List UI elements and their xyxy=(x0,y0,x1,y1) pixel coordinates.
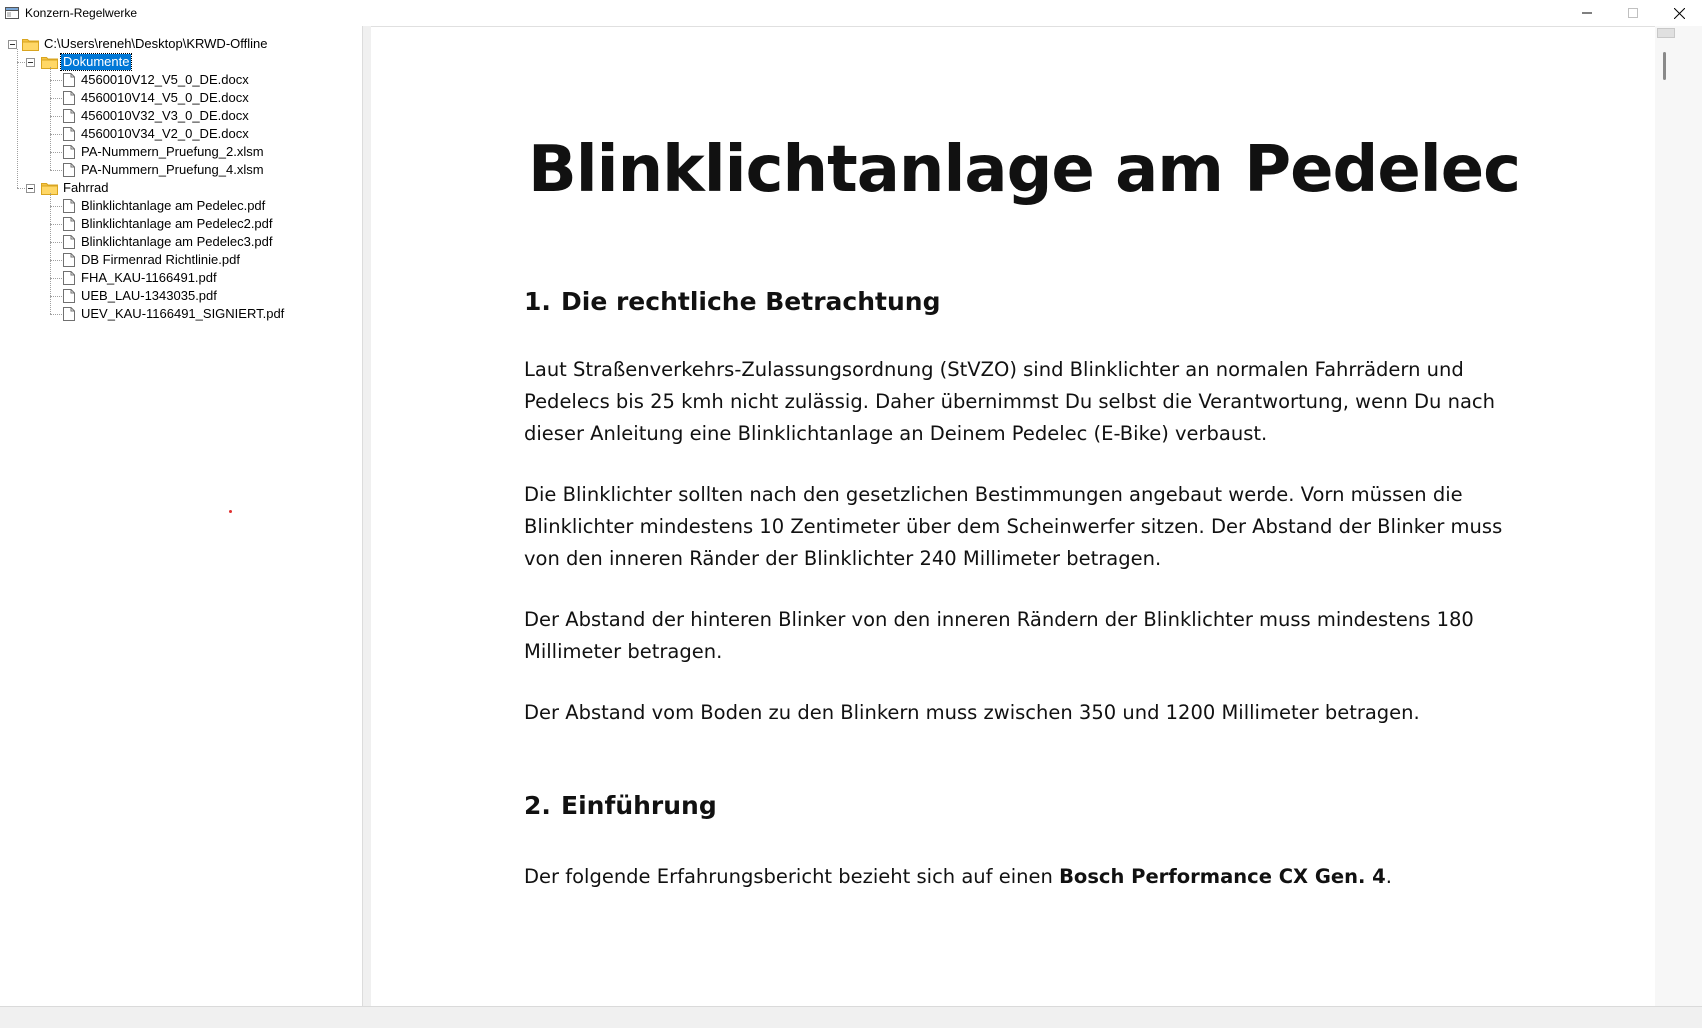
tree-file[interactable] xyxy=(0,287,360,305)
tree-file[interactable] xyxy=(0,197,360,215)
document-title: Blinklichtanlage am Pedelec xyxy=(527,133,1521,207)
tree-file[interactable] xyxy=(0,251,360,269)
tree-folder-dokumente[interactable] xyxy=(0,53,360,71)
tree-file-label: UEV_KAU-1166491_SIGNIERT.pdf xyxy=(81,306,285,321)
file-icon xyxy=(63,253,75,267)
file-icon xyxy=(63,163,75,177)
tree-file-label: 4560010V12_V5_0_DE.docx xyxy=(81,72,249,87)
tree-folder-label: Fahrrad xyxy=(63,180,109,195)
section-heading-text: Einführung xyxy=(561,791,717,820)
document-viewer[interactable] xyxy=(371,26,1655,1007)
app-window-icon xyxy=(5,7,19,19)
intro-bold-text: Bosch Performance CX Gen. 4 xyxy=(1059,865,1386,888)
close-button[interactable] xyxy=(1656,0,1702,26)
tree-file-label: PA-Nummern_Pruefung_2.xlsm xyxy=(81,144,264,159)
file-icon xyxy=(63,217,75,231)
tree-file-label: DB Firmenrad Richtlinie.pdf xyxy=(81,252,240,267)
file-icon xyxy=(63,307,75,321)
minimize-icon xyxy=(1582,8,1592,18)
tree-file-label: 4560010V34_V2_0_DE.docx xyxy=(81,126,249,141)
tree-file[interactable] xyxy=(0,125,360,143)
panel-splitter[interactable] xyxy=(363,26,371,1006)
tree-file[interactable] xyxy=(0,107,360,125)
paragraph: Laut Straßenverkehrs-Zulassungsordnung (StVZO) sind Blinklichter an normalen Fahrrädern und Pedelecs bis 25 kmh nicht zulässig. Daher übernimmst Du selbst die Verantwortung, wenn Du nach dieser Anleitung eine Blinklichtanlage an Deinem Pedelec (E-Bike) verbaust. xyxy=(524,358,1496,445)
collapse-toggle[interactable] xyxy=(26,184,35,193)
file-icon xyxy=(63,127,75,141)
tree-root[interactable] xyxy=(0,35,360,53)
tree-file-label: Blinklichtanlage am Pedelec.pdf xyxy=(81,198,266,213)
tree-root-label: C:\Users\reneh\Desktop\KRWD-Offline xyxy=(44,36,268,51)
file-icon xyxy=(63,235,75,249)
tree-file[interactable] xyxy=(0,215,360,233)
tree-file[interactable] xyxy=(0,71,360,89)
tree-folder-label: Dokumente xyxy=(63,54,130,69)
scrollbar-thumb[interactable] xyxy=(1663,52,1666,80)
file-icon xyxy=(63,91,75,105)
bottom-bar xyxy=(0,1006,1702,1028)
section-heading-2 xyxy=(524,791,717,820)
cursor-dot xyxy=(229,510,232,513)
close-icon xyxy=(1674,8,1685,19)
tree-file[interactable] xyxy=(0,161,360,179)
tree-file[interactable] xyxy=(0,143,360,161)
section-heading-text: Die rechtliche Betrachtung xyxy=(561,287,941,316)
file-icon xyxy=(63,289,75,303)
folder-icon xyxy=(22,37,39,51)
section-number: 1. xyxy=(524,287,551,316)
tree-file[interactable] xyxy=(0,233,360,251)
paragraph: Die Blinklichter sollten nach den gesetzlichen Bestimmungen angebaut werde. Vorn müssen die Blinklichter mindestens 10 Zentimeter über dem Scheinwerfer sitzen. Der Abstand der Blinker muss von den inneren Ränder der Blinklichter 240 Millimeter betragen. xyxy=(524,483,1503,570)
file-icon xyxy=(63,145,75,159)
file-icon xyxy=(63,199,75,213)
intro-end: . xyxy=(1385,865,1392,888)
tree-file-label: 4560010V32_V3_0_DE.docx xyxy=(81,108,249,123)
window-title: Konzern-Regelwerke xyxy=(25,6,138,20)
tree-file-label: 4560010V14_V5_0_DE.docx xyxy=(81,90,249,105)
maximize-icon xyxy=(1628,8,1638,18)
section-heading-1 xyxy=(524,287,940,316)
paragraph xyxy=(524,861,1504,893)
title-bar xyxy=(0,0,1702,27)
tree-file-label: PA-Nummern_Pruefung_4.xlsm xyxy=(81,162,264,177)
tree-file-label: Blinklichtanlage am Pedelec2.pdf xyxy=(81,216,273,231)
file-icon xyxy=(63,109,75,123)
intro-text: Der folgende Erfahrungsbericht bezieht sich auf einen xyxy=(524,865,1060,888)
tree-file-label: FHA_KAU-1166491.pdf xyxy=(81,270,217,285)
maximize-button[interactable] xyxy=(1610,0,1656,26)
tree-file-label: UEB_LAU-1343035.pdf xyxy=(81,288,217,303)
tree-file-label: Blinklichtanlage am Pedelec3.pdf xyxy=(81,234,273,249)
scroll-up-button[interactable] xyxy=(1657,28,1675,38)
tree-folder-fahrrad[interactable] xyxy=(0,179,360,197)
file-icon xyxy=(63,73,75,87)
paragraph: Der Abstand vom Boden zu den Blinkern muss zwischen 350 und 1200 Millimeter betragen. xyxy=(524,701,1420,724)
file-icon xyxy=(63,271,75,285)
tree-file[interactable] xyxy=(0,305,360,323)
paragraph: Der Abstand der hinteren Blinker von den inneren Rändern der Blinklichter muss mindestens 180 Millimeter betragen. xyxy=(524,608,1474,663)
collapse-toggle[interactable] xyxy=(8,40,17,49)
tree-file[interactable] xyxy=(0,269,360,287)
vertical-scrollbar[interactable] xyxy=(1655,26,1702,1006)
minimize-button[interactable] xyxy=(1564,0,1610,26)
tree-file[interactable] xyxy=(0,89,360,107)
folder-tree[interactable] xyxy=(0,26,363,1006)
collapse-toggle[interactable] xyxy=(26,58,35,67)
section-number: 2. xyxy=(524,791,551,820)
